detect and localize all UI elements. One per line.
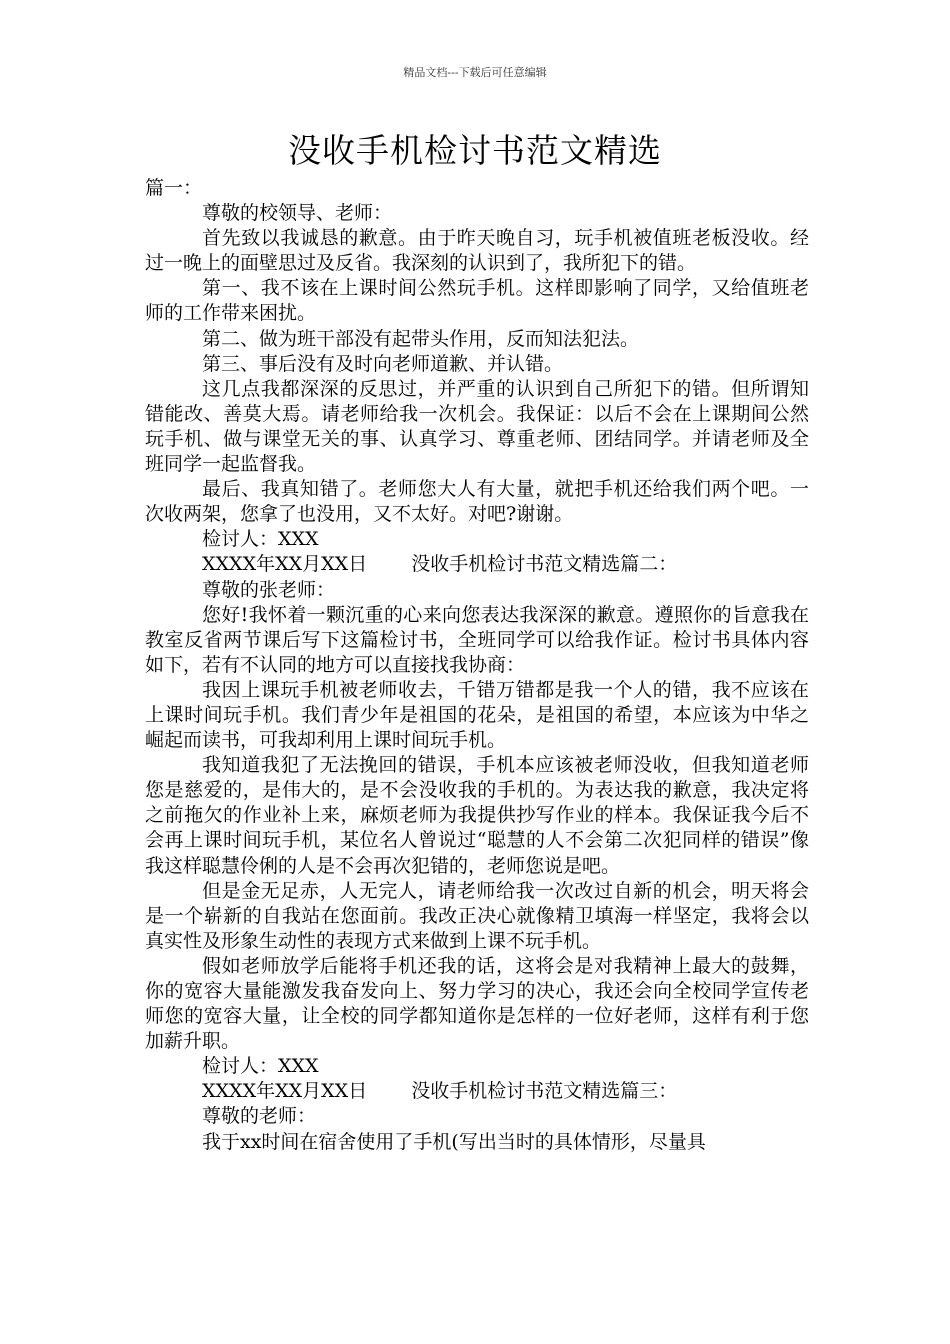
paragraph: 第二、做为班干部没有起带头作用，反而知法犯法。 xyxy=(202,327,640,350)
paragraph: 首先致以我诚恳的歉意。由于昨天晚自习，玩手机被值班老板没收。经过一晚上的面壁思过及反省。我深刻的认识到了，我所犯下的错。 xyxy=(145,227,809,275)
paragraph: 但是金无足赤，人无完人，请老师给我一次改过自新的机会，明天将会是一个崭新的自我站在您面前。我改正决心就像精卫填海一样坚定，我将会以真实性及形象生动性的表现方式来做到上课不玩手机。 xyxy=(145,879,809,952)
date-text: XXXX年XX月XX日 xyxy=(202,553,368,576)
section-heading: 没收手机检讨书范文精选篇三： xyxy=(411,1080,678,1103)
date-and-section-line xyxy=(145,1079,809,1104)
paragraph: 我因上课玩手机被老师收去，千错万错都是我一个人的错，我不应该在上课时间玩手机。我们青少年是祖国的花朵，是祖国的希望，本应该为中华之崛起而读书，可我却利用上课时间玩手机。 xyxy=(145,678,809,752)
paragraph: 我于xx时间在宿舍使用了手机(写出当时的具体情形，尽量具 xyxy=(202,1130,706,1153)
document-body xyxy=(145,176,809,1155)
paragraph: 第三、事后没有及时向老师道歉、并认错。 xyxy=(202,352,564,375)
section-heading: 没收手机检讨书范文精选篇二： xyxy=(411,553,678,576)
signature-line: 检讨人：XXX xyxy=(202,1055,319,1078)
paragraph: 您好!我怀着一颗沉重的心来向您表达我深深的歉意。遵照你的旨意我在教室反省两节课后写下这篇检讨书，全班同学可以给我作证。检讨书具体内容如下，若有不认同的地方可以直接找我协商： xyxy=(145,603,809,676)
paragraph: 假如老师放学后能将手机还我的话，这将会是对我精神上最大的鼓舞，你的宽容大量能激发我奋发向上、努力学习的决心，我还会向全校同学宣传老师您的宽容大量，让全校的同学都知道你是怎样的一位好老师，这样有利于您加薪升职。 xyxy=(145,954,809,1053)
salutation: 尊敬的张老师： xyxy=(202,578,336,601)
salutation: 尊敬的校领导、老师： xyxy=(202,202,393,225)
paragraph: 第一、我不该在上课时间公然玩手机。这样即影响了同学，又给值班老师的工作带来困扰。 xyxy=(145,277,809,325)
paragraph: 这几点我都深深的反思过，并严重的认识到自己所犯下的错。但所谓知错能改、善莫大焉。请老师给我一次机会。我保证：以后不会在上课期间公然玩手机、做与课堂无关的事、认真学习、尊重老师、团结同学。并请老师及全班同学一起监督我。 xyxy=(145,377,809,476)
document-title: 没收手机检讨书范文精选 xyxy=(288,131,662,170)
signature-line: 检讨人：XXX xyxy=(202,528,319,551)
section-label: 篇一： xyxy=(145,177,203,199)
paragraph: 最后、我真知错了。老师您大人有大量，就把手机还给我们两个吧。一次收两架，您拿了也没用，又不太好。对吧?谢谢。 xyxy=(145,478,809,526)
header-note: 精品文档---下载后可任意编辑 xyxy=(403,66,547,79)
date-and-section-line xyxy=(145,552,809,577)
date-text: XXXX年XX月XX日 xyxy=(202,1080,368,1103)
paragraph: 我知道我犯了无法挽回的错误，手机本应该被老师没收，但我知道老师您是慈爱的，是伟大的，是不会没收我的手机的。为表达我的歉意，我决定将之前拖欠的作业补上来，麻烦老师为我提供抄写作业的样本。我保证我今后不会再上课时间玩手机，某位名人曾说过“聪慧的人不会第二次犯同样的错误”像我这样聪慧伶俐的人是不会再次犯错的，老师您说是吧。 xyxy=(145,754,809,877)
salutation: 尊敬的老师： xyxy=(202,1105,317,1128)
